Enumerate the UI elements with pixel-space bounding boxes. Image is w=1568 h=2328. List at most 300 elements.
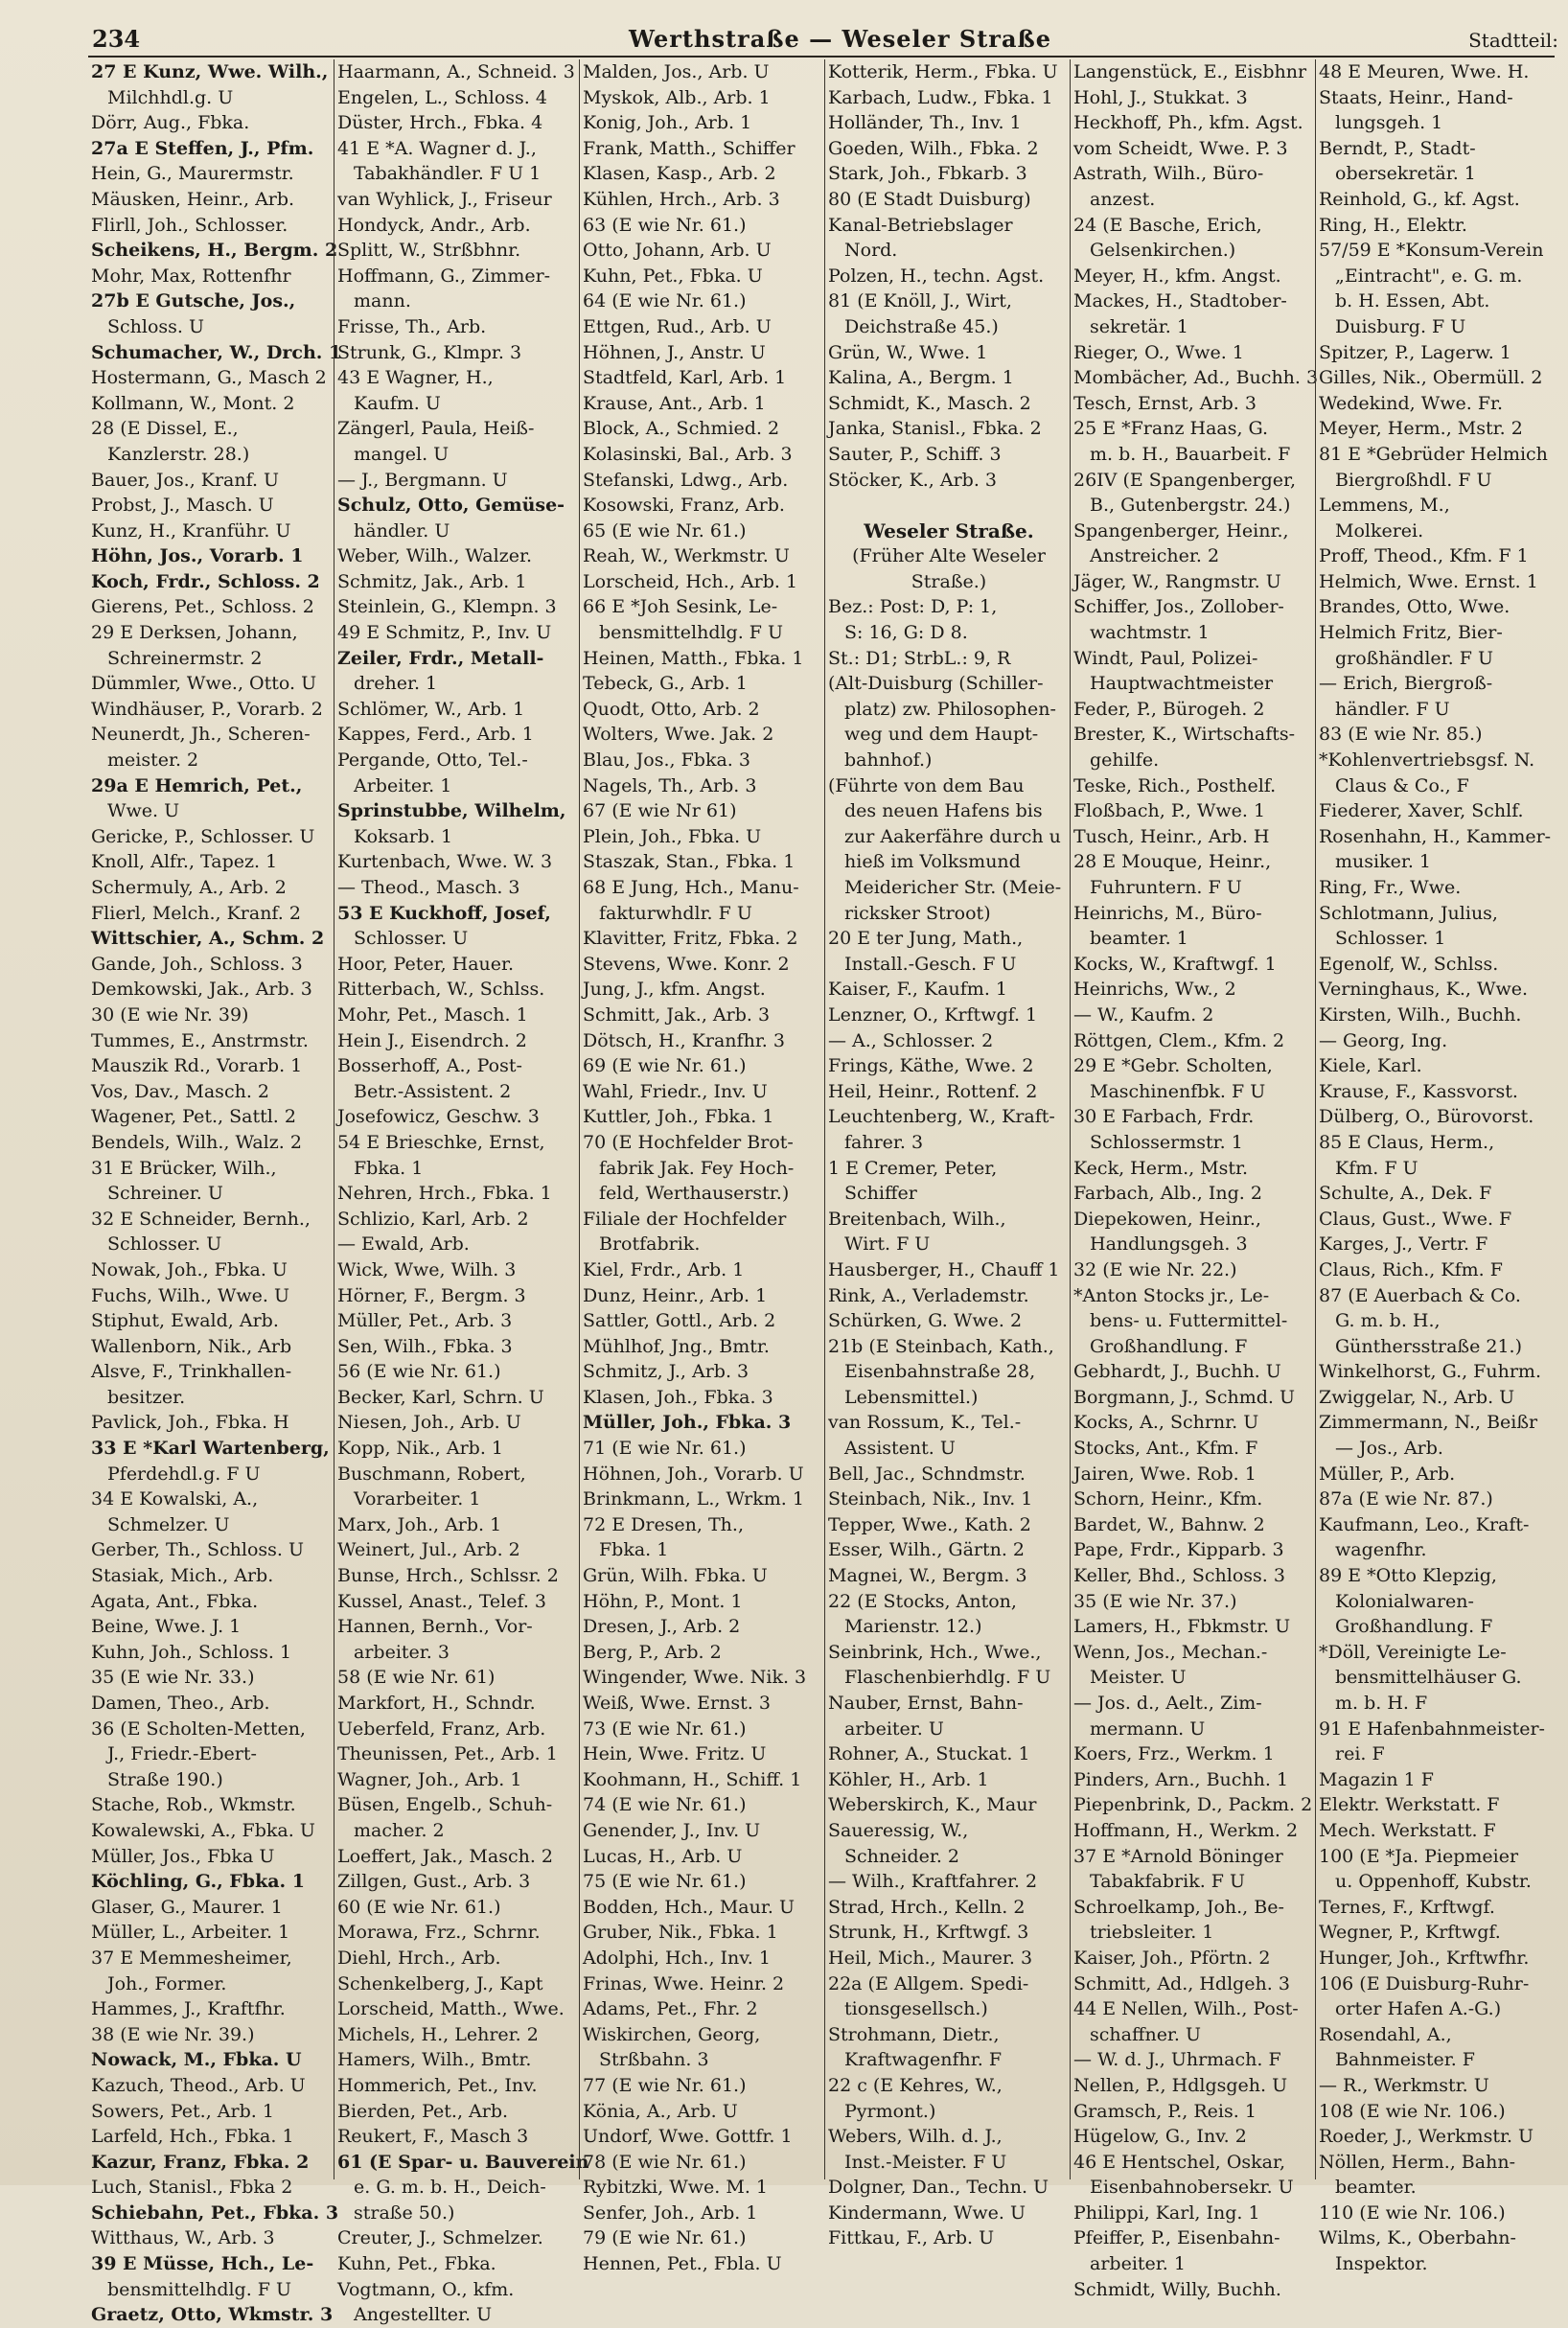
- directory-line: 21b (E Steinbach, Kath.,: [828, 1335, 1054, 1357]
- directory-line: arbeiter. U: [844, 1717, 944, 1740]
- directory-line: Sowers, Pet., Arb. 1: [91, 2100, 274, 2122]
- directory-line: Handlungsgeh. 3: [1090, 1233, 1248, 1256]
- directory-line: Schlosser. 1: [1335, 928, 1446, 950]
- directory-line: Lemmens, M.,: [1319, 495, 1450, 517]
- directory-line: Kocks, A., Schrnr. U: [1073, 1412, 1259, 1434]
- directory-line: Frank, Matth., Schiffer: [583, 137, 796, 159]
- column-6: [1315, 59, 1561, 2275]
- directory-line: Anstreicher. 2: [1090, 545, 1220, 567]
- directory-line: Klasen, Joh., Fbka. 3: [583, 1386, 773, 1408]
- directory-line: Staats, Heinr., Hand-: [1319, 86, 1513, 108]
- directory-line: Rink, A., Verlademstr.: [828, 1284, 1029, 1306]
- directory-line: Gericke, P., Schlosser. U: [91, 825, 315, 847]
- directory-line: Stache, Rob., Wkmstr.: [91, 1794, 296, 1816]
- directory-line: 29 E Derksen, Johann,: [91, 622, 298, 644]
- directory-line: — R., Werkmstr. U: [1319, 2074, 1489, 2096]
- directory-line: Eisenbahnobersekr. U: [1090, 2177, 1294, 2199]
- directory-line: Langenstück, E., Eisbhnr: [1073, 61, 1307, 82]
- directory-line: Rybitzki, Wwe. M. 1: [583, 2177, 768, 2199]
- directory-line: Höhn, P., Mont. 1: [583, 1590, 743, 1612]
- directory-line: Schneider. 2: [844, 1845, 960, 1867]
- directory-line: Pyrmont.): [844, 2100, 936, 2122]
- directory-line: fabrik Jak. Fey Hoch-: [599, 1157, 795, 1179]
- directory-line: Kosowski, Franz, Arb.: [583, 495, 785, 517]
- directory-line: Rosendahl, A.,: [1319, 2023, 1452, 2045]
- directory-line: Röttgen, Clem., Kfm. 2: [1073, 1029, 1285, 1051]
- directory-line: Stark, Joh., Fbkarb. 3: [828, 163, 1027, 185]
- directory-line: besitzer.: [107, 1386, 186, 1408]
- directory-line: Schulte, A., Dek. F: [1319, 1183, 1492, 1205]
- directory-line: Hein, G., Maurermstr.: [91, 163, 294, 185]
- directory-line: Bez.: Post: D, P: 1,: [828, 596, 998, 618]
- directory-line: Verninghaus, K., Wwe.: [1319, 979, 1529, 1001]
- directory-line: Kirsten, Wilh., Buchh.: [1319, 1003, 1522, 1026]
- directory-line: Mohr, Pet., Masch. 1: [337, 1003, 528, 1026]
- directory-line: gehilfe.: [1090, 749, 1160, 772]
- directory-line: Markfort, H., Schndr.: [337, 1693, 536, 1714]
- directory-line: Hoor, Peter, Hauer.: [337, 953, 515, 975]
- directory-line: Hommerich, Pet., Inv.: [337, 2074, 538, 2096]
- directory-line: Krause, F., Kassvorst.: [1319, 1080, 1518, 1102]
- directory-line: Kuhn, Pet., Fbka.: [337, 2253, 496, 2275]
- directory-line: Brinkmann, L., Wrkm. 1: [583, 1488, 804, 1510]
- directory-line: bens- u. Futtermittel-: [1090, 1310, 1288, 1332]
- directory-line: Blau, Jos., Fbka. 3: [583, 749, 750, 772]
- directory-line: Keck, Herm., Mstr.: [1073, 1157, 1249, 1179]
- directory-line: Breitenbach, Wilh.,: [828, 1208, 1006, 1230]
- directory-line: Schermuly, A., Arb. 2: [91, 877, 287, 898]
- directory-line: feld, Werthauserstr.): [599, 1183, 790, 1205]
- directory-line: wachtmstr. 1: [1090, 622, 1210, 644]
- directory-line: Müller, L., Arbeiter. 1: [91, 1922, 290, 1944]
- directory-line: (Führte von dem Bau: [828, 774, 1025, 796]
- page-header: [92, 21, 1558, 59]
- directory-line: Haarmann, A., Schneid. 3: [337, 61, 575, 82]
- directory-line: Helmich Fritz, Bier-: [1319, 622, 1503, 644]
- directory-line: Tummes, E., Anstrmstr.: [91, 1029, 309, 1051]
- directory-line: straße 50.): [354, 2201, 455, 2224]
- directory-line: Schiebahn, Pet., Fbka. 3: [91, 2201, 339, 2224]
- directory-line: Witthaus, W., Arb. 3: [91, 2227, 275, 2249]
- directory-line: 78 (E wie Nr. 61.): [583, 2151, 747, 2173]
- directory-line: Flirll, Joh., Schlosser.: [91, 214, 288, 236]
- directory-line: Höhn, Jos., Vorarb. 1: [91, 545, 304, 567]
- directory-line: Dunz, Heinr., Arb. 1: [583, 1284, 768, 1306]
- directory-line: Klavitter, Fritz, Fbka. 2: [583, 928, 798, 950]
- directory-line: Wegner, P., Krftwgf.: [1319, 1922, 1501, 1944]
- directory-line: Arbeiter. 1: [354, 774, 452, 796]
- directory-line: Inspektor.: [1335, 2253, 1428, 2275]
- directory-line: Großhandlung. F: [1090, 1335, 1248, 1357]
- directory-line: Magazin 1 F: [1319, 1768, 1434, 1790]
- directory-line: hieß im Volksmund: [844, 851, 1021, 873]
- directory-line: Kaufm. U: [354, 392, 441, 414]
- directory-line: Stevens, Wwe. Konr. 2: [583, 953, 790, 975]
- directory-line: Koers, Frz., Werkm. 1: [1073, 1743, 1275, 1765]
- directory-line: Koksarb. 1: [354, 825, 453, 847]
- directory-line: Ritterbach, W., Schlss.: [337, 979, 545, 1001]
- directory-line: Brotfabrik.: [599, 1233, 701, 1256]
- directory-line: Strohmann, Dietr.,: [828, 2023, 1000, 2045]
- directory-line: Nehren, Hrch., Fbka. 1: [337, 1183, 552, 1205]
- directory-line: 74 (E wie Nr. 61.): [583, 1794, 747, 1816]
- directory-line: Pape, Frdr., Kipparb. 3: [1073, 1539, 1284, 1561]
- directory-line: anzest.: [1090, 188, 1156, 210]
- directory-line: Hauptwachtmeister: [1090, 673, 1274, 695]
- directory-line: G. m. b. H.,: [1335, 1310, 1441, 1332]
- directory-line: Kazur, Franz, Fbka. 2: [91, 2151, 310, 2173]
- directory-line: Hunger, Joh., Krftwfhr.: [1319, 1947, 1530, 1969]
- directory-line: Plein, Joh., Fbka. U: [583, 825, 762, 847]
- directory-line: Morawa, Frz., Schrnr.: [337, 1922, 541, 1944]
- directory-line: Kussel, Anast., Telef. 3: [337, 1590, 546, 1612]
- directory-line: Wolters, Wwe. Jak. 2: [583, 724, 774, 746]
- directory-line: Assistent. U: [844, 1438, 956, 1460]
- directory-line: Schmitz, J., Arb. 3: [583, 1361, 749, 1383]
- directory-line: S: 16, G: D 8.: [844, 622, 968, 644]
- directory-line: Schlossermstr. 1: [1090, 1131, 1243, 1153]
- directory-line: 22a (E Allgem. Spedi-: [828, 1972, 1029, 1994]
- directory-line: Schmelzer. U: [107, 1513, 230, 1535]
- directory-line: Schürken, G. Wwe. 2: [828, 1310, 1023, 1332]
- directory-line: Gerber, Th., Schloss. U: [91, 1539, 305, 1561]
- directory-line: Brester, K., Wirtschafts-: [1073, 724, 1296, 746]
- directory-line: — Wilh., Kraftfahrer. 2: [828, 1871, 1038, 1893]
- directory-line: 70 (E Hochfelder Brot-: [583, 1131, 794, 1153]
- directory-line: Stefanski, Ldwg., Arb.: [583, 469, 789, 491]
- directory-line: dreher. 1: [354, 673, 438, 695]
- directory-line: Krause, Ant., Arb. 1: [583, 392, 766, 414]
- directory-line: Fittkau, F., Arb. U: [828, 2227, 995, 2249]
- directory-line: Nauber, Ernst, Bahn-: [828, 1693, 1024, 1714]
- directory-line: Kfm. F U: [1335, 1157, 1418, 1179]
- directory-line: Graetz, Otto, Wkmstr. 3: [91, 2304, 334, 2326]
- directory-line: Hügelow, G., Inv. 2: [1073, 2126, 1247, 2148]
- directory-line: 60 (E wie Nr. 61.): [337, 1896, 501, 1918]
- directory-line: Wenn, Jos., Mechan.-: [1073, 1641, 1268, 1663]
- directory-line: Rosenhahn, H., Kammer-: [1319, 825, 1552, 847]
- directory-line: Jairen, Wwe. Rob. 1: [1073, 1463, 1257, 1485]
- directory-line: Meister. U: [1090, 1667, 1187, 1689]
- directory-line: Claus & Co., F: [1335, 774, 1469, 796]
- directory-line: Magnei, W., Bergm. 3: [828, 1565, 1027, 1587]
- directory-line: Kurtenbach, Wwe. W. 3: [337, 851, 553, 873]
- directory-line: 20 E ter Jung, Math.,: [828, 928, 1024, 950]
- directory-line: 57/59 E *Konsum-Verein: [1319, 240, 1544, 262]
- directory-line: Zwiggelar, N., Arb. U: [1319, 1386, 1515, 1408]
- directory-line: Duisburg. F U: [1335, 315, 1466, 337]
- directory-line: Dülberg, O., Bürovorst.: [1319, 1106, 1534, 1128]
- directory-line: Farbach, Alb., Ing. 2: [1073, 1183, 1262, 1205]
- directory-line: Gebhardt, J., Buchh. U: [1073, 1361, 1281, 1383]
- directory-line: Creuter, J., Schmelzer.: [337, 2227, 543, 2249]
- directory-line: Nowack, M., Fbka. U: [91, 2049, 302, 2071]
- directory-line: wagenfhr.: [1335, 1539, 1427, 1561]
- directory-line: Adams, Pet., Fhr. 2: [583, 1998, 758, 2020]
- directory-line: Weinert, Jul., Arb. 2: [337, 1539, 520, 1561]
- directory-line: Spangenberger, Heinr.,: [1073, 519, 1289, 542]
- directory-line: Kuttler, Joh., Fbka. 1: [583, 1106, 774, 1128]
- directory-line: Alsve, F., Trinkhallen-: [91, 1361, 292, 1383]
- directory-line: Straße.): [911, 570, 987, 592]
- directory-line: großhändler. F U: [1335, 647, 1493, 669]
- directory-line: Zimmermann, N., Beißr: [1319, 1412, 1538, 1434]
- column-3: [579, 59, 824, 2275]
- directory-line: Dörr, Aug., Fbka.: [91, 112, 250, 134]
- directory-line: Meyer, H., kfm. Angst.: [1073, 265, 1281, 287]
- directory-line: Philippi, Karl, Ing. 1: [1073, 2201, 1260, 2224]
- directory-line: Schmitt, Ad., Hdlgeh. 3: [1073, 1972, 1290, 1994]
- directory-line: Marienstr. 12.): [844, 1616, 982, 1638]
- directory-line: 77 (E wie Nr. 61.): [583, 2074, 747, 2096]
- directory-line: Flaschenbierhdlg. F U: [844, 1667, 1051, 1689]
- directory-line: Filiale der Hochfelder: [583, 1208, 787, 1230]
- directory-line: van Wyhlick, J., Friseur: [337, 188, 552, 210]
- directory-line: Reah, W., Werkmstr. U: [583, 545, 790, 567]
- directory-line: Vorarbeiter. 1: [354, 1488, 481, 1510]
- directory-line: Berg, P., Arb. 2: [583, 1641, 722, 1663]
- directory-line: Janka, Stanisl., Fbka. 2: [828, 418, 1042, 440]
- directory-line: Schlizio, Karl, Arb. 2: [337, 1208, 529, 1230]
- directory-line: Kuhn, Joh., Schloss. 1: [91, 1641, 292, 1663]
- directory-line: Bauer, Jos., Kranf. U: [91, 469, 280, 491]
- directory-line: triebsleiter. 1: [1090, 1922, 1214, 1944]
- directory-line: (Alt-Duisburg (Schiller-: [828, 673, 1044, 695]
- directory-line: fakturwhdlr. F U: [599, 902, 752, 924]
- directory-line: Fbka. 1: [354, 1157, 424, 1179]
- directory-line: 83 (E wie Nr. 85.): [1319, 724, 1483, 746]
- directory-line: musiker. 1: [1335, 851, 1432, 873]
- directory-line: 68 E Jung, Hch., Manu-: [583, 877, 799, 898]
- directory-line: macher. 2: [354, 1819, 445, 1841]
- directory-line: Hein J., Eisendrch. 2: [337, 1029, 527, 1051]
- directory-line: arbeiter. 3: [354, 1641, 450, 1663]
- directory-line: Kühlen, Hrch., Arb. 3: [583, 188, 780, 210]
- directory-line: Ueberfeld, Franz, Arb.: [337, 1717, 546, 1740]
- directory-line: Kowalewski, A., Fbka. U: [91, 1819, 315, 1841]
- directory-line: Gruber, Nik., Fbka. 1: [583, 1922, 778, 1944]
- directory-line: vom Scheidt, Wwe. P. 3: [1073, 137, 1288, 159]
- directory-line: Windhäuser, P., Vorarb. 2: [91, 698, 323, 720]
- directory-line: meister. 2: [107, 749, 199, 772]
- district-label: Stadtteil:: [1468, 29, 1558, 52]
- directory-line: sekretär. 1: [1090, 315, 1188, 337]
- directory-line: Wahl, Friedr., Inv. U: [583, 1080, 768, 1102]
- directory-line: Knoll, Alfr., Tapez. 1: [91, 851, 278, 873]
- directory-line: Engelen, L., Schloss. 4: [337, 86, 547, 108]
- directory-line: Dolgner, Dan., Techn. U: [828, 2177, 1049, 2199]
- directory-line: Weiß, Wwe. Ernst. 3: [583, 1693, 771, 1714]
- directory-line: Lorscheid, Matth., Wwe.: [337, 1998, 565, 2020]
- directory-line: Ettgen, Rud., Arb. U: [583, 315, 772, 337]
- directory-line: Borgmann, J., Schmd. U: [1073, 1386, 1295, 1408]
- directory-line: Schlosser. U: [107, 1233, 222, 1256]
- directory-line: Pavlick, Joh., Fbka. H: [91, 1412, 289, 1434]
- directory-line: Piepenbrink, D., Packm. 2: [1073, 1794, 1313, 1816]
- directory-line: — Ewald, Arb.: [337, 1233, 470, 1256]
- directory-line: Splitt, W., Strßbhnr.: [337, 240, 521, 262]
- directory-line: Spitzer, P., Lagerw. 1: [1319, 341, 1511, 363]
- directory-line: Josefowicz, Geschw. 3: [337, 1106, 540, 1128]
- directory-line: 110 (E wie Nr. 106.): [1319, 2201, 1506, 2224]
- directory-line: händler. U: [354, 519, 450, 542]
- directory-line: Konig, Joh., Arb. 1: [583, 112, 752, 134]
- directory-line: Reukert, F., Masch 3: [337, 2126, 529, 2148]
- directory-line: Mackes, H., Stadtober-: [1073, 290, 1287, 312]
- directory-line: 25 E *Franz Haas, G.: [1073, 418, 1269, 440]
- directory-line: 46 E Hentschel, Oskar,: [1073, 2151, 1286, 2173]
- directory-line: Tepper, Wwe., Kath. 2: [828, 1513, 1031, 1535]
- directory-line: Bahnmeister. F: [1335, 2049, 1475, 2071]
- directory-line: Grün, Wilh. Fbka. U: [583, 1565, 768, 1587]
- directory-line: Kotterik, Herm., Fbka. U: [828, 61, 1058, 82]
- directory-line: 22 (E Stocks, Anton,: [828, 1590, 1017, 1612]
- columns: [88, 59, 1564, 2326]
- directory-line: Karges, J., Vertr. F: [1319, 1233, 1488, 1256]
- directory-line: des neuen Hafens bis: [844, 800, 1043, 822]
- directory-line: rei. F: [1335, 1743, 1385, 1765]
- directory-line: Frinas, Wwe. Heinr. 2: [583, 1972, 785, 1994]
- directory-line: Wirt. F U: [844, 1233, 931, 1256]
- directory-line: Probst, J., Masch. U: [91, 495, 274, 517]
- directory-line: Gelsenkirchen.): [1090, 240, 1236, 262]
- directory-line: mangel. U: [354, 443, 450, 465]
- directory-line: Kiel, Frdr., Arb. 1: [583, 1258, 745, 1280]
- page-number: 234: [92, 25, 141, 53]
- directory-line: 48 E Meuren, Wwe. H.: [1319, 61, 1530, 82]
- directory-line: Vos, Dav., Masch. 2: [91, 1080, 269, 1102]
- directory-line: Nagels, Th., Arb. 3: [583, 774, 757, 796]
- directory-line: Leuchtenberg, W., Kraft-: [828, 1106, 1055, 1128]
- page-title: Werthstraße — Weseler Straße: [629, 25, 1052, 53]
- directory-line: Hörner, F., Bergm. 3: [337, 1284, 526, 1306]
- directory-line: 80 (E Stadt Duisburg): [828, 188, 1031, 210]
- directory-line: 37 E *Arnold Böninger: [1073, 1845, 1283, 1867]
- directory-line: Reinhold, G., kf. Agst.: [1319, 188, 1520, 210]
- directory-line: Kaufmann, Leo., Kraft-: [1319, 1513, 1530, 1535]
- directory-line: Hannen, Bernh., Vor-: [337, 1616, 533, 1638]
- directory-line: Fuhruntern. F U: [1090, 877, 1242, 898]
- column-2: [334, 59, 589, 2326]
- directory-line: Fuchs, Wilh., Wwe. U: [91, 1284, 289, 1306]
- directory-line: 22 c (E Kehres, W.,: [828, 2074, 1003, 2096]
- directory-line: Weberskirch, K., Maur: [828, 1794, 1037, 1816]
- directory-line: Wagener, Pet., Sattl. 2: [91, 1106, 296, 1128]
- directory-line: 66 E *Joh Sesink, Le-: [583, 596, 778, 618]
- directory-line: Höhnen, J., Anstr. U: [583, 341, 766, 363]
- directory-line: 28 E Mouque, Heinr.,: [1073, 851, 1272, 873]
- directory-line: Zängerl, Paula, Heiß-: [337, 418, 535, 440]
- directory-line: Helmich, Wwe. Ernst. 1: [1319, 570, 1538, 592]
- directory-line: 79 (E wie Nr. 61.): [583, 2227, 747, 2249]
- directory-line: Ring, H., Elektr.: [1319, 214, 1467, 236]
- directory-line: fahrer. 3: [844, 1131, 924, 1153]
- directory-line: Schumacher, W., Drch. 1: [91, 341, 342, 363]
- directory-line: beamter.: [1335, 2177, 1417, 2199]
- directory-line: 106 (E Duisburg-Ruhr-: [1319, 1972, 1530, 1994]
- directory-line: Kanal-Betriebslager: [828, 214, 1013, 236]
- directory-line: Seinbrink, Hch., Wwe.,: [828, 1641, 1042, 1663]
- directory-line: Joh., Former.: [107, 1972, 227, 1994]
- directory-line: 44 E Nellen, Wilh., Post-: [1073, 1998, 1299, 2020]
- directory-line: Undorf, Wwe. Gottfr. 1: [583, 2126, 793, 2148]
- directory-line: — Georg, Ing.: [1319, 1029, 1448, 1051]
- directory-line: Hoffmann, G., Zimmer-: [337, 265, 551, 287]
- directory-line: [825, 493, 1070, 519]
- directory-line: Schmidt, Willy, Buchh.: [1073, 2278, 1281, 2300]
- directory-line: 71 (E wie Nr. 61.): [583, 1438, 747, 1460]
- directory-line: Strunk, H., Krftwgf. 3: [828, 1922, 1029, 1944]
- directory-line: Rieger, O., Wwe. 1: [1073, 341, 1244, 363]
- directory-line: Schiffer: [844, 1183, 917, 1205]
- directory-line: Mohr, Max, Rottenfhr: [91, 265, 291, 287]
- directory-line: Holländer, Th., Inv. 1: [828, 112, 1022, 134]
- directory-line: 72 E Dresen, Th.,: [583, 1513, 744, 1535]
- directory-line: Karbach, Ludw., Fbka. 1: [828, 86, 1053, 108]
- directory-line: Polzen, H., techn. Agst.: [828, 265, 1045, 287]
- directory-line: Nellen, P., Hdlgsgeh. U: [1073, 2074, 1288, 2096]
- directory-line: Tabakfabrik. F U: [1090, 1871, 1246, 1893]
- directory-line: Otto, Johann, Arb. U: [583, 240, 772, 262]
- directory-line: Jung, J., kfm. Angst.: [583, 979, 766, 1001]
- directory-line: Nöllen, Herm., Bahn-: [1319, 2151, 1515, 2173]
- directory-line: 49 E Schmitz, P., Inv. U: [337, 622, 552, 644]
- directory-line: Michels, H., Lehrer. 2: [337, 2023, 539, 2045]
- directory-line: Weber, Wilh., Walzer.: [337, 545, 532, 567]
- directory-line: Dresen, J., Arb. 2: [583, 1616, 741, 1638]
- directory-line: 30 (E wie Nr. 39): [91, 1003, 249, 1026]
- directory-line: Lamers, H., Fbkmstr. U: [1073, 1616, 1291, 1638]
- directory-line: 32 E Schneider, Bernh.,: [91, 1208, 311, 1230]
- directory-line: *Döll, Vereinigte Le-: [1319, 1641, 1507, 1663]
- directory-line: Lenzner, O., Krftwgf. 1: [828, 1003, 1038, 1026]
- directory-line: 27b E Gutsche, Jos.,: [91, 290, 296, 312]
- directory-line: Loeffert, Jak., Masch. 2: [337, 1845, 553, 1867]
- directory-line: 73 (E wie Nr. 61.): [583, 1717, 747, 1740]
- directory-line: Gilles, Nik., Obermüll. 2: [1319, 367, 1543, 389]
- directory-line: bahnhof.): [844, 749, 933, 772]
- directory-line: Grün, W., Wwe. 1: [828, 341, 988, 363]
- directory-line: Strad, Hrch., Kelln. 2: [828, 1896, 1026, 1918]
- directory-line: Koch, Frdr., Schloss. 2: [91, 570, 320, 592]
- directory-line: Strunk, G., Klmpr. 3: [337, 341, 522, 363]
- directory-line: Heinen, Matth., Fbka. 1: [583, 647, 804, 669]
- directory-line: Kollmann, W., Mont. 2: [91, 392, 295, 414]
- directory-line: 63 (E wie Nr. 61.): [583, 214, 747, 236]
- directory-line: 64 (E wie Nr. 61.): [583, 290, 747, 312]
- directory-line: Köhler, H., Arb. 1: [828, 1768, 989, 1790]
- directory-line: 38 (E wie Nr. 39.): [91, 2023, 255, 2045]
- directory-line: ricksker Stroot): [844, 902, 991, 924]
- directory-line: weg und dem Haupt-: [844, 724, 1039, 746]
- directory-line: Nord.: [844, 240, 898, 262]
- header-rule: [88, 56, 1555, 58]
- directory-line: Elektr. Werkstatt. F: [1319, 1794, 1500, 1816]
- directory-line: Malden, Jos., Arb. U: [583, 61, 770, 82]
- directory-line: Hammes, J., Kraftfhr.: [91, 1998, 286, 2020]
- directory-line: Müller, Pet., Arb. 3: [337, 1310, 513, 1332]
- directory-line: Inst.-Meister. F U: [844, 2151, 1007, 2173]
- directory-line: Wick, Wwe, Wilh. 3: [337, 1258, 517, 1280]
- directory-line: 27a E Steffen, J., Pfm.: [91, 137, 314, 159]
- directory-line: Müller, Jos., Fbka U: [91, 1845, 275, 1867]
- directory-line: *Kohlenvertriebsgsf. N.: [1319, 749, 1535, 772]
- directory-line: Scheikens, H., Bergm. 2: [91, 240, 338, 262]
- directory-line: Angestellter. U: [354, 2304, 493, 2326]
- directory-line: Steinbach, Nik., Inv. 1: [828, 1488, 1033, 1510]
- directory-line: schaffner. U: [1090, 2023, 1202, 2045]
- directory-line: u. Oppenhoff, Kubstr.: [1335, 1871, 1532, 1893]
